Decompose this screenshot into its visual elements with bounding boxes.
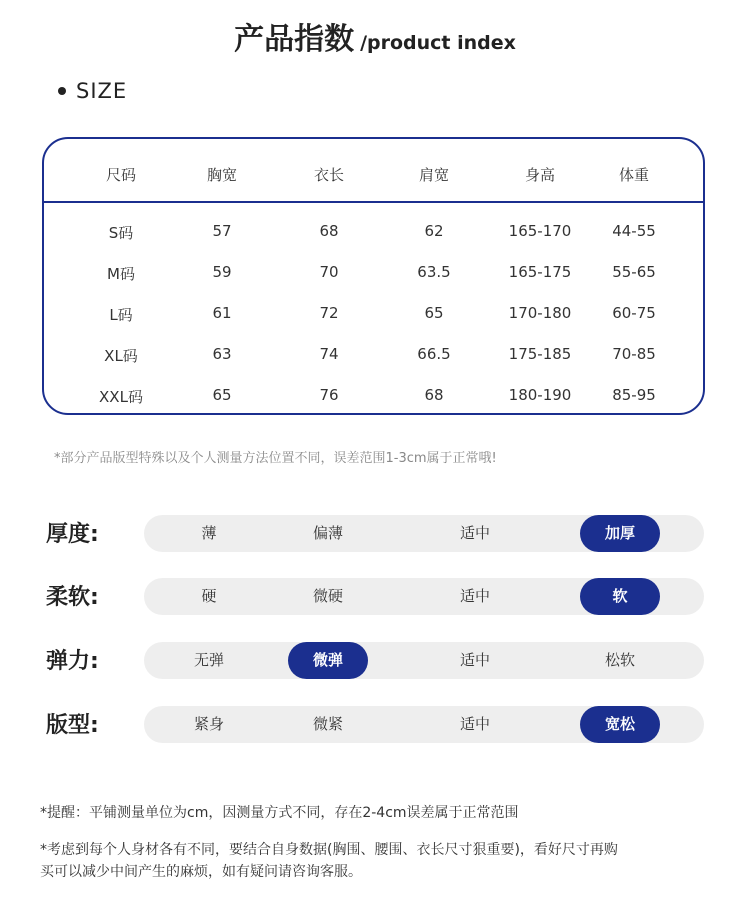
table-header-cell: 体重 xyxy=(618,166,649,184)
attribute-option: 微硬 xyxy=(312,587,343,605)
table-cell: 65 xyxy=(212,386,232,404)
title-chinese: 产品指数 xyxy=(234,22,355,57)
attribute-label: 版型: xyxy=(46,713,99,738)
table-cell: 63 xyxy=(212,345,232,363)
attribute-label: 柔软: xyxy=(46,585,99,610)
table-cell: 57 xyxy=(212,222,232,240)
table-cell: 61 xyxy=(212,304,232,322)
attribute-row xyxy=(0,706,750,743)
attribute-option: 硬 xyxy=(201,587,217,605)
table-header-divider xyxy=(44,201,703,203)
table-cell: 85-95 xyxy=(612,386,656,404)
size-note: *部分产品版型特殊以及个人测量方法位置不同，误差范围1-3cm属于正常哦! xyxy=(54,451,497,466)
table-cell: L码 xyxy=(109,306,133,324)
page-title xyxy=(0,14,750,58)
size-table xyxy=(42,137,705,415)
table-header-cell: 衣长 xyxy=(313,166,344,184)
attribute-option: 适中 xyxy=(459,524,490,542)
tip-line-2: *考虑到每个人身材各有不同，要结合自身数据(胸围、腰围、衣长尺寸狠重要)，看好尺寸再购 xyxy=(40,842,618,858)
table-cell: 180-190 xyxy=(508,386,572,404)
attribute-option: 无弹 xyxy=(193,651,224,669)
attribute-row xyxy=(0,515,750,552)
attribute-label: 厚度: xyxy=(46,522,99,547)
title-english: /product index xyxy=(360,32,516,54)
bullet-dot-icon xyxy=(58,87,66,95)
attribute-option: 薄 xyxy=(201,524,217,542)
attribute-label: 弹力: xyxy=(46,649,99,674)
table-cell: 68 xyxy=(319,222,339,240)
size-label-text: SIZE xyxy=(76,79,128,103)
table-header-cell: 身高 xyxy=(524,166,555,184)
attribute-option-selected: 宽松 xyxy=(580,706,660,743)
table-cell: 165-170 xyxy=(508,222,572,240)
table-cell: XL码 xyxy=(104,347,138,365)
attribute-option: 适中 xyxy=(459,651,490,669)
table-header-cell: 肩宽 xyxy=(418,166,449,184)
attribute-option: 微紧 xyxy=(312,715,343,733)
table-cell: M码 xyxy=(107,265,135,283)
attribute-option-selected: 微弹 xyxy=(288,642,368,679)
table-header-cell: 尺码 xyxy=(105,166,136,184)
table-cell: 44-55 xyxy=(612,222,656,240)
attribute-scale-track xyxy=(144,706,704,743)
table-cell: 70-85 xyxy=(612,345,656,363)
attribute-option: 适中 xyxy=(459,715,490,733)
table-cell: 74 xyxy=(319,345,339,363)
attribute-option: 紧身 xyxy=(193,715,224,733)
attribute-option: 松软 xyxy=(604,651,635,669)
table-cell: 59 xyxy=(212,263,232,281)
table-cell: 175-185 xyxy=(508,345,572,363)
table-cell: 72 xyxy=(319,304,339,322)
table-cell: 68 xyxy=(424,386,444,404)
attribute-scale-track xyxy=(144,578,704,615)
table-cell: 63.5 xyxy=(417,263,451,281)
attribute-scale-track xyxy=(144,515,704,552)
attribute-option-selected: 加厚 xyxy=(580,515,660,552)
table-cell: 170-180 xyxy=(508,304,572,322)
size-section-label xyxy=(58,79,127,103)
attribute-scale-track xyxy=(144,642,704,679)
attribute-option: 偏薄 xyxy=(312,524,343,542)
table-cell: 70 xyxy=(319,263,339,281)
tip-line-3: 买可以减少中间产生的麻烦，如有疑问请咨询客服。 xyxy=(40,864,362,880)
table-cell: 165-175 xyxy=(508,263,572,281)
table-cell: 76 xyxy=(319,386,339,404)
table-header-cell: 胸宽 xyxy=(206,166,237,184)
table-cell: XXL码 xyxy=(99,388,143,406)
table-cell: 65 xyxy=(424,304,444,322)
table-cell: S码 xyxy=(108,224,134,242)
table-cell: 60-75 xyxy=(612,304,656,322)
attribute-option-selected: 软 xyxy=(580,578,660,615)
table-cell: 62 xyxy=(424,222,444,240)
attribute-option: 适中 xyxy=(459,587,490,605)
table-cell: 66.5 xyxy=(417,345,451,363)
attribute-row xyxy=(0,578,750,615)
tip-line-1: *提醒：平铺测量单位为cm，因测量方式不同，存在2-4cm误差属于正常范围 xyxy=(40,805,519,821)
table-cell: 55-65 xyxy=(612,263,656,281)
attribute-row xyxy=(0,642,750,679)
